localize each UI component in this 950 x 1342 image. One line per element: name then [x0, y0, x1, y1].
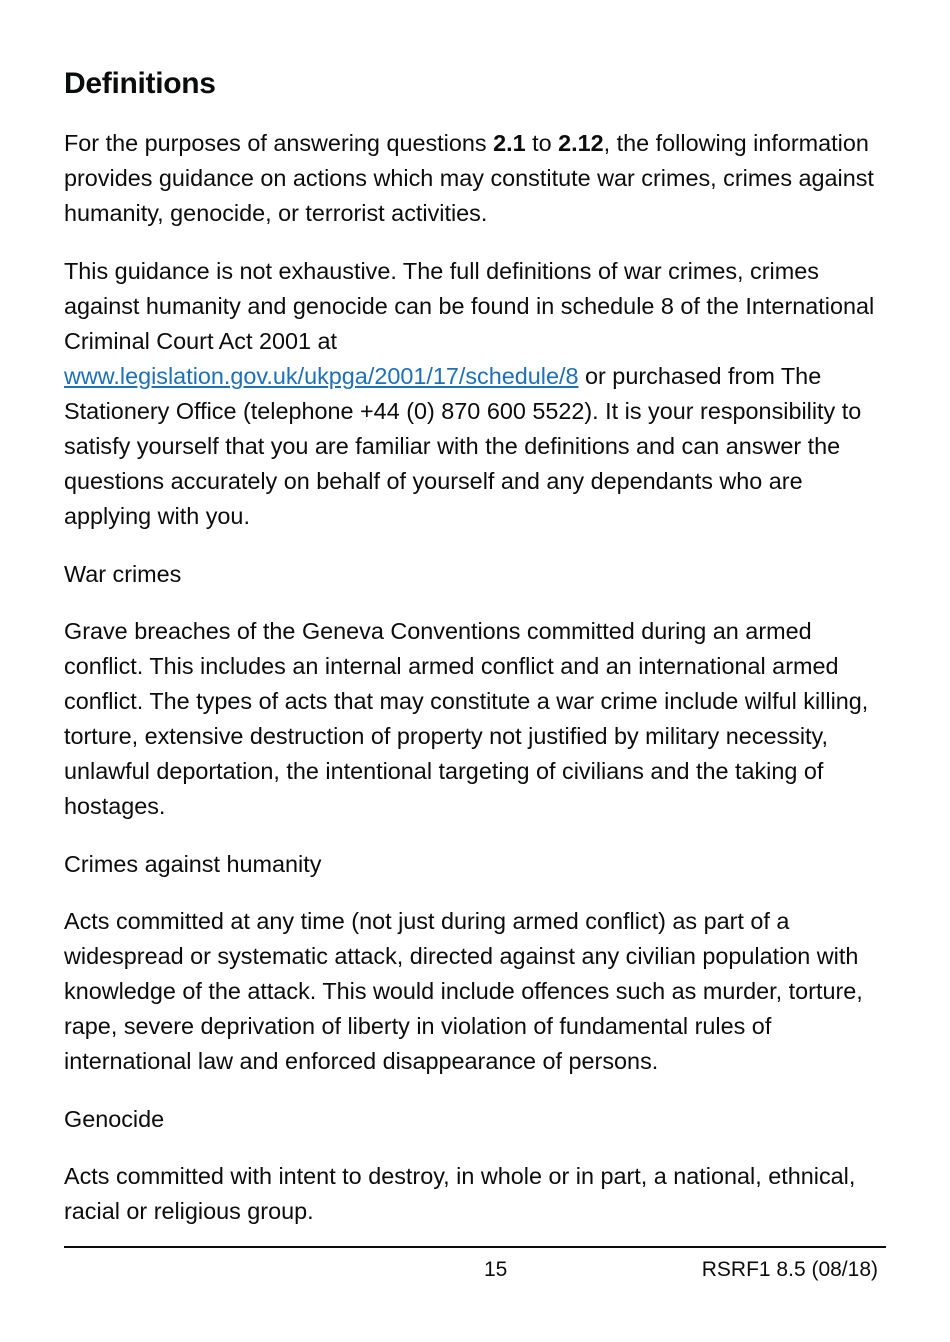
- page-number: 15: [484, 1258, 508, 1281]
- form-reference: RSRF1 8.5 (08/18): [701, 1258, 878, 1281]
- question-ref-end: 2.12: [558, 130, 604, 156]
- intro-mid: to: [525, 130, 559, 156]
- document-page: [64, 0, 886, 1342]
- intro-paragraph: [64, 126, 884, 231]
- footer-divider: [64, 1246, 886, 1248]
- intro-before: For the purposes of answering questions: [64, 130, 494, 156]
- section-heading-genocide: Genocide: [64, 1106, 165, 1132]
- guidance-text: This guidance is not exhaustive. The full definitions of war crimes, crimes against humanity and genocide can be found in schedule 8 of the International Criminal Court Act 2001 at: [64, 258, 875, 354]
- genocide-body: Acts committed with intent to destroy, in whole or in part, a national, ethnical, racial or religious group.: [64, 1163, 856, 1224]
- crimes-against-humanity-body: Acts committed at any time (not just during armed conflict) as part of a widespread or systematic attack, directed against any civilian population with knowledge of the attack. This would include offences such as murder, torture, rape, severe deprivation of liberty in violation of fundamental rules of international law and enforced disappearance of persons.: [64, 908, 863, 1074]
- guidance-text-continued: or purchased from The Stationery Office (telephone +44 (0) 870 600 5522). It is your responsibility to satisfy yourself that you are familiar with the definitions and can answer the questions accurately on behalf of yourself and any dependants who are applying with you.: [64, 363, 862, 529]
- section-heading-crimes-against-humanity: Crimes against humanity: [64, 851, 322, 877]
- guidance-paragraph: [64, 254, 884, 534]
- war-crimes-body: Grave breaches of the Geneva Conventions committed during an armed conflict. This includes an internal armed conflict and an international armed conflict. The types of acts that may constitute a war crime include wilful killing, torture, extensive destruction of property not justified by military necessity, unlawful deportation, the intentional targeting of civilians and the taking of hostages.: [64, 618, 869, 819]
- page-title: Definitions: [64, 67, 216, 100]
- question-ref-start: 2.1: [493, 130, 526, 156]
- section-heading-war-crimes: War crimes: [64, 561, 182, 587]
- intro-after: , the following information provides guidance on actions which may constitute war crimes, crimes against humanity, genocide, or terrorist activities.: [64, 130, 874, 226]
- legislation-link[interactable]: www.legislation.gov.uk/ukpga/2001/17/schedule/8: [64, 363, 579, 389]
